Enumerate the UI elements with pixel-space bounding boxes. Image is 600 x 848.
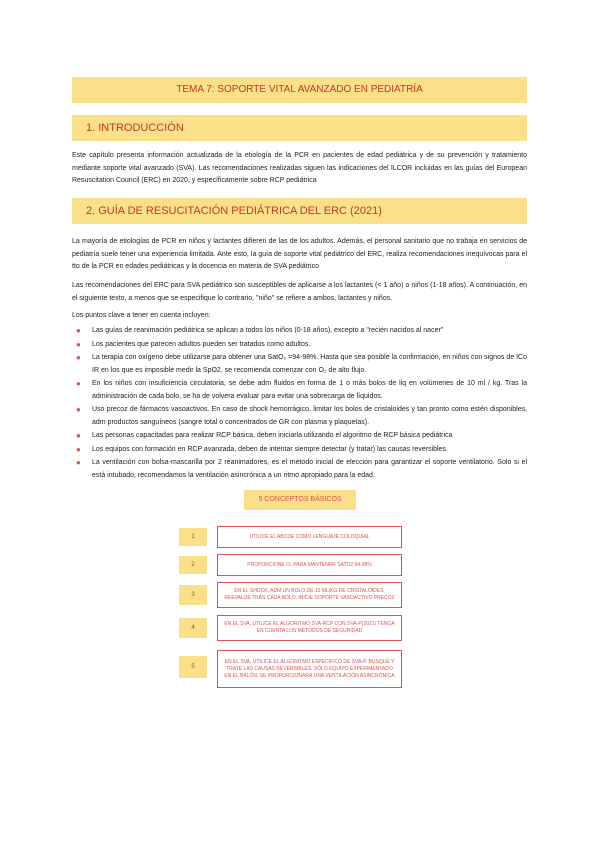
chapter-title: TEMA 7: SOPORTE VITAL AVANZADO EN PEDIATRÍA (72, 77, 527, 103)
list-item (72, 404, 527, 429)
bullet-icon: ● (76, 405, 81, 414)
bullet-icon: ● (76, 444, 81, 454)
list-item-text: En los niños con insuficiencia circulatoria, se debe adm fluidos en forma de 1 o más bolos de liq en volúmenes de 10 ml / kg. Tras la administración de cada bolo, se ha de volvera evaluar para evitar una sobrecarga de líquidos. (92, 380, 527, 400)
concept-number: 4 (179, 618, 207, 638)
concept-text: PROPORCIONE O₂ PARA MANTENER SATO2 94-98% (217, 554, 402, 576)
concept-number: 1 (179, 528, 207, 546)
list-item (72, 325, 527, 338)
bullet-icon: ● (76, 431, 81, 440)
erc-paragraph-2: Las recomendaciones del ERC para SVA pediátrico son susceptibles de aplicarse a los lactantes (< 1 año) o niños (1-18 años). A continuación, en el siguiente texto, a menos que se especifique lo contrario, "niño" se refiere a ambos, lactantes y niños. (72, 282, 527, 302)
concepts-title: 5 CONCEPTOS BÁSICOS (244, 490, 356, 510)
list-item-text: Las personas capacitadas para realizar RCP básica, deben iniciarla utilizando el algoritmo de RCP básica pediátrica (92, 432, 453, 439)
bullet-icon: ● (76, 339, 81, 349)
list-item-text: Uso precoz de fármacos vasoactivos. En caso de shock hemorrágico, limitar los bolos de cristaloides y tan pronto como estén disponibles, adm productos sanguíneos (sangre total o concentrados de GR con plasma y plaquetas). (92, 406, 527, 426)
bullet-icon: ● (76, 353, 81, 362)
list-item (72, 339, 527, 352)
list-item-text: Los equipos con formación en RCP avanzada, deben de intentar siempre detectar (y tratar) las causas reversibles. (92, 445, 448, 453)
concept-number: 5 (179, 656, 207, 678)
concept-text: EN EL SVA, UTILICE EL ALGORITMO ESPECÍFICO DE SVA-P. BUSQUE Y TRATE LAS CAUSAS REVERSIBLES. SÓLO EQUIPO EXPERIMENTADO EN EL BALÓN, SE PROPORCIONARÁ UNA VENTILACIÓN ASINCRÓNICA (217, 650, 402, 688)
bullet-icon: ● (76, 458, 81, 467)
list-item (72, 444, 527, 457)
concept-number: 3 (179, 585, 207, 605)
list-item (72, 352, 527, 377)
concept-number: 2 (179, 556, 207, 574)
introduction-paragraph: Este capítulo presenta información actualizada de la etiología de la PCR en pacientes de edad pediátrica y de su prevención y tratamiento mediante soporte vital avanzado (SVA). Las recomendaciones realizadas siguen las indicaciones del ILCOR incluidas en las guías del European Resuscitation Council (ERC) en 2020, y específicamente sobre RCP pediátrica (72, 152, 527, 184)
concept-text: EN EL SHOCK, ADM UN BOLO DE 10 ML/KG DE CRISTALOIDES. REEVALÚE TRAS CADA BOLO. INICIE SOPORTE VASOACTIVO PRECOZ (217, 582, 402, 608)
bullet-icon: ● (76, 379, 81, 388)
erc-paragraph-3: Los puntos clave a tener en cuenta incluyen: (72, 312, 211, 319)
list-item (72, 457, 527, 482)
list-item-text: Las guías de reanimación pediátrica se aplican a todos los niños (0-18 años), excepto a "recién nacidos al nacer" (92, 327, 444, 334)
key-points-list (72, 325, 527, 483)
bullet-icon: ● (76, 326, 81, 335)
list-item (72, 378, 527, 403)
concept-text: UTILICE EL ABCDE COMO LENGUAJE COLOQUIAL (217, 526, 402, 548)
list-item-text: Los pacientes que parecen adultos pueden ser tratados como adultos. (92, 340, 311, 348)
list-item-text: La ventilación con bolsa-mascarilla por 2 reanimadores, es el método inicial de elección para garantizar el soporte ventilatorio. Solo si el está intubado, recomendamos la ventilación asincrónica a un ritmo apropiado para la edad. (92, 459, 527, 479)
section-heading-introduction: 1. INTRODUCCIÓN (72, 115, 527, 141)
list-item-text: La terapia con oxígeno debe utilizarse para obtener una SatO₂ =94-98%. Hasta que sea posible la confirmación, en niños con signos de ICo IR en los que es imposible medir la SpO2, se recomienda comenzar con O₂ de alto flujo. (92, 354, 527, 374)
concept-text: EN EL SVA, UTILICE EL ALGORITMO SVA-RCP CON SVA-P(2021) TENGA EN CUENTA LOS MÉTODOS DE SEGURIDAD (217, 615, 402, 641)
section-heading-erc-guide: 2. GUÍA DE RESUCITACIÓN PEDIÁTRICA DEL ERC (2021) (72, 198, 527, 224)
list-item (72, 430, 527, 443)
erc-paragraph-1: La mayoría de etiologías de PCR en niños y lactantes difieren de las de los adultos. Además, el personal sanitario que no trabaja en servicios de pediatría suele tener una experiencia limitada. Ante esto, la guía de soporte vital pediátrico del ERC, realiza recomendaciones inequívocas para el tto de la PCR en edades pediátricas y la docencia en materia de SVA pediátrico (72, 238, 527, 270)
